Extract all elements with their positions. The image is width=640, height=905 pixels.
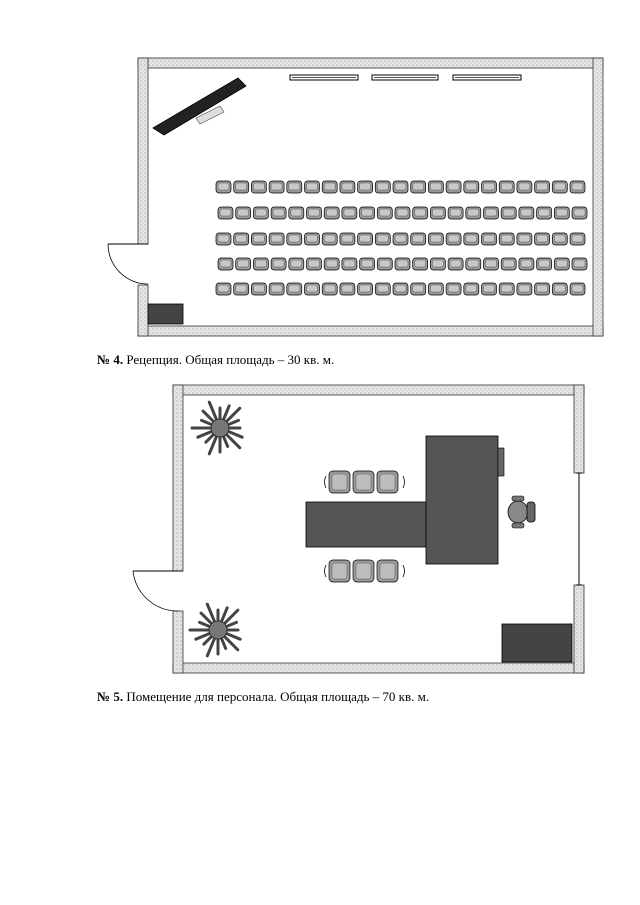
chair-icon <box>377 560 398 582</box>
caption-staff-room: № 5. Помещение для персонала. Общая площадь – 70 кв. м. <box>97 689 430 704</box>
plant-group <box>190 402 242 656</box>
chair-arm <box>403 565 405 577</box>
door-icon <box>133 571 183 611</box>
window-icon <box>576 473 582 585</box>
conference-table <box>306 502 432 547</box>
cabinet-icon <box>502 624 572 662</box>
chair-icon <box>508 496 535 528</box>
chair-icon <box>329 471 350 493</box>
chair-arm <box>325 565 327 577</box>
plant-icon <box>190 604 240 656</box>
chair-arm <box>403 476 405 488</box>
chair-icon <box>353 471 374 493</box>
chair-icon <box>329 560 350 582</box>
desk-return <box>498 448 504 476</box>
chair-icon <box>377 471 398 493</box>
plant-icon <box>192 402 242 454</box>
caption-reception: № 4. Рецепция. Общая площадь – 30 кв. м. <box>97 352 335 367</box>
desk <box>426 436 498 564</box>
chair-arm <box>325 476 327 488</box>
chair-icon <box>353 560 374 582</box>
